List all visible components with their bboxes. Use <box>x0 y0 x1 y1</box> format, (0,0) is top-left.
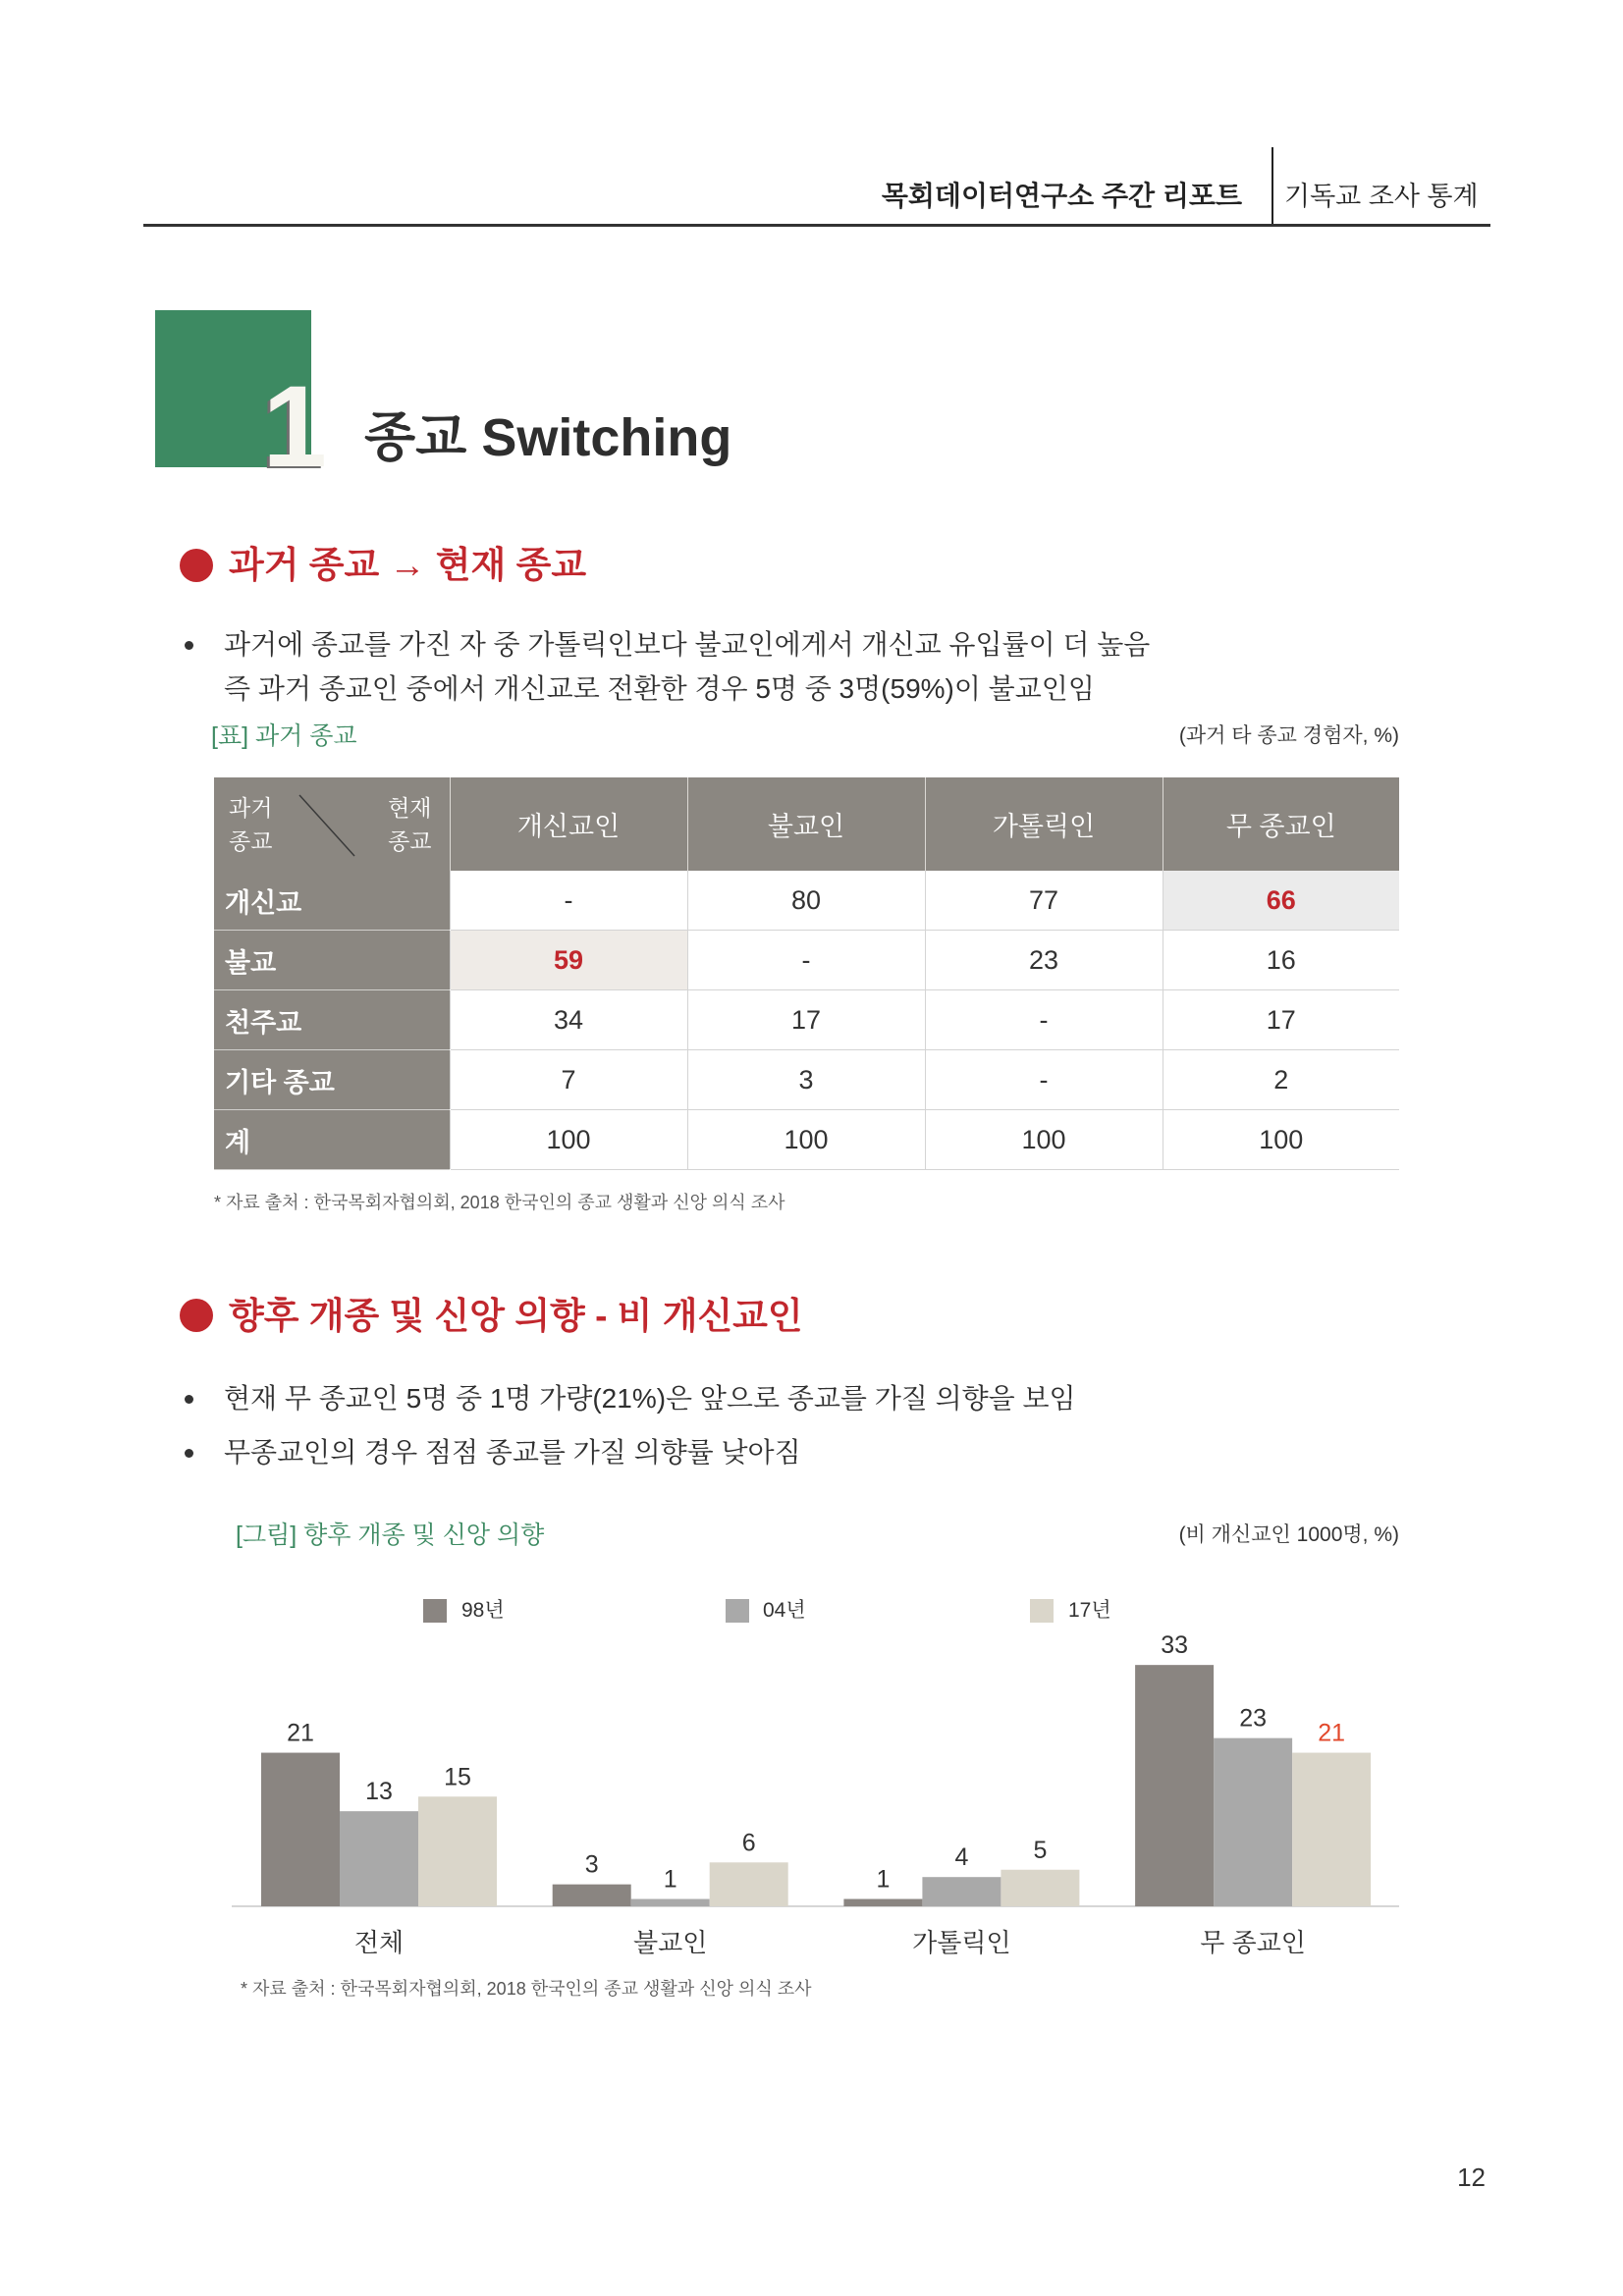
table-cell: 34 <box>450 990 687 1050</box>
figure-source-note: * 자료 출처 : 한국목회자협의회, 2018 한국인의 종교 생활과 신앙 의식 조사 <box>241 1979 812 1999</box>
table-corner-cell <box>214 777 450 871</box>
table-cell: 80 <box>687 871 925 931</box>
report-title: 목회데이터연구소 주간 리포트 <box>881 181 1242 211</box>
value-label-s2-c2: 5 <box>1033 1836 1048 1864</box>
chart-bar-s0-c0 <box>261 1753 340 1906</box>
table-cell: 3 <box>687 1050 925 1110</box>
chart-bar-s2-c2 <box>1001 1870 1079 1906</box>
value-label-s1-c1: 1 <box>663 1865 677 1894</box>
chart-bar-s2-c1 <box>710 1862 788 1906</box>
corner-row-axis-label: 종교 <box>229 828 273 854</box>
value-label-s0-c1: 3 <box>584 1850 599 1879</box>
bullet-icon <box>185 1449 193 1458</box>
table-row <box>214 1050 1399 1110</box>
table-cell: 2 <box>1163 1050 1399 1110</box>
corner-row-axis-label: 과거 <box>229 795 273 821</box>
row-header: 계 <box>214 1110 450 1170</box>
table-cell: 17 <box>1163 990 1399 1050</box>
value-label-s2-c3: 21 <box>1318 1719 1346 1747</box>
section2-heading: 향후 개종 및 신앙 의향 - 비 개신교인 <box>229 1296 803 1336</box>
header-divider <box>1271 147 1273 226</box>
category-label-2: 가톨릭인 <box>912 1928 1011 1957</box>
section1-bullet-line: 과거에 종교를 가진 자 중 가톨릭인보다 불교인에게서 개신교 유입률이 더 높음 <box>224 629 1151 660</box>
column-header: 가톨릭인 <box>925 777 1163 871</box>
section2-bullet: 무종교인의 경우 점점 종교를 가질 의향률 낮아짐 <box>224 1437 801 1468</box>
section1-bullet-line: 즉 과거 종교인 중에서 개신교로 전환한 경우 5명 중 3명(59%)이 불교인임 <box>224 673 1095 704</box>
table-cell: - <box>687 931 925 990</box>
value-label-s0-c2: 1 <box>876 1865 891 1894</box>
chart-bar-s2-c0 <box>418 1796 497 1906</box>
legend-label: 98년 <box>461 1599 505 1622</box>
row-header: 개신교 <box>214 871 450 931</box>
table-unit-note: (과거 타 종교 경험자, %) <box>1178 724 1399 747</box>
section2-bullet: 현재 무 종교인 5명 중 1명 가량(21%)은 앞으로 종교를 가질 의향을 보임 <box>224 1383 1076 1414</box>
highlighted-cell: 59 <box>450 931 687 990</box>
section-dot-icon <box>180 1299 213 1332</box>
table-cell: 100 <box>925 1110 1163 1170</box>
category-label-1: 불교인 <box>633 1928 708 1957</box>
table-source-note: * 자료 출처 : 한국목회자협의회, 2018 한국인의 종교 생활과 신앙 의식 조사 <box>214 1193 785 1212</box>
value-label-s2-c1: 6 <box>741 1829 756 1857</box>
legend-label: 04년 <box>763 1599 806 1622</box>
table-cell: - <box>450 871 687 931</box>
bullet-icon <box>185 641 193 650</box>
chart-bar-s1-c1 <box>631 1899 710 1906</box>
value-label-s0-c3: 33 <box>1161 1631 1189 1660</box>
chart-bar-s1-c0 <box>340 1811 418 1906</box>
bullet-icon <box>185 1395 193 1404</box>
table-cell: 16 <box>1163 931 1399 990</box>
column-header: 개신교인 <box>450 777 687 871</box>
chapter-title: 종교 Switching <box>364 408 732 467</box>
table-row <box>214 1110 1399 1170</box>
figure-unit-note: (비 개신교인 1000명, %) <box>1178 1523 1399 1546</box>
table-row <box>214 931 1399 990</box>
section1-heading: 과거 종교 → 현재 종교 <box>229 545 587 585</box>
table-cell: 100 <box>687 1110 925 1170</box>
value-label-s1-c0: 13 <box>365 1778 393 1806</box>
value-label-s2-c0: 15 <box>444 1763 471 1791</box>
corner-col-axis-label: 현재 <box>388 795 432 821</box>
section-dot-icon <box>180 549 213 582</box>
table-cell: - <box>925 990 1163 1050</box>
chart-bar-s0-c3 <box>1135 1665 1214 1906</box>
category-label-3: 무 종교인 <box>1200 1928 1306 1957</box>
value-label-s0-c0: 21 <box>287 1719 314 1747</box>
chart-bar-s1-c2 <box>922 1877 1001 1906</box>
figure-caption: [그림] 향후 개종 및 신앙 의향 <box>236 1522 545 1549</box>
legend-label: 17년 <box>1068 1599 1111 1622</box>
row-header: 기타 종교 <box>214 1050 450 1110</box>
table-caption: [표] 과거 종교 <box>211 722 357 750</box>
table-cell: 23 <box>925 931 1163 990</box>
bar-chart <box>226 1625 1404 1968</box>
highlighted-cell: 66 <box>1163 871 1399 931</box>
legend-swatch <box>1030 1599 1054 1623</box>
table-cell: 77 <box>925 871 1163 931</box>
chart-bar-s0-c1 <box>553 1885 631 1906</box>
category-label-0: 전체 <box>353 1928 405 1957</box>
value-label-s1-c3: 23 <box>1239 1704 1268 1733</box>
table-row <box>214 871 1399 931</box>
column-header: 불교인 <box>687 777 925 871</box>
chart-bar-s0-c2 <box>843 1899 922 1906</box>
table-cell: 7 <box>450 1050 687 1110</box>
table-cell: - <box>925 1050 1163 1110</box>
table-cell: 100 <box>1163 1110 1399 1170</box>
value-label-s1-c2: 4 <box>954 1843 969 1872</box>
row-header: 불교 <box>214 931 450 990</box>
report-category: 기독교 조사 통계 <box>1284 182 1479 211</box>
chart-bar-s1-c3 <box>1214 1738 1292 1906</box>
legend-swatch <box>726 1599 749 1623</box>
column-header: 무 종교인 <box>1163 777 1399 871</box>
bar-chart-canvas <box>226 1625 1404 1968</box>
chart-bar-s2-c3 <box>1292 1753 1371 1906</box>
table-cell: 100 <box>450 1110 687 1170</box>
table-header-row <box>214 777 1399 871</box>
corner-col-axis-label: 종교 <box>388 828 432 854</box>
header-rule <box>143 224 1490 227</box>
table-row <box>214 990 1399 1050</box>
chapter-number: 1 <box>262 362 327 492</box>
page-number: 12 <box>1457 2163 1486 2192</box>
legend-swatch <box>423 1599 447 1623</box>
row-header: 천주교 <box>214 990 450 1050</box>
table-cell: 17 <box>687 990 925 1050</box>
diagonal-divider <box>214 777 450 871</box>
past-religion-table <box>214 777 1399 1170</box>
